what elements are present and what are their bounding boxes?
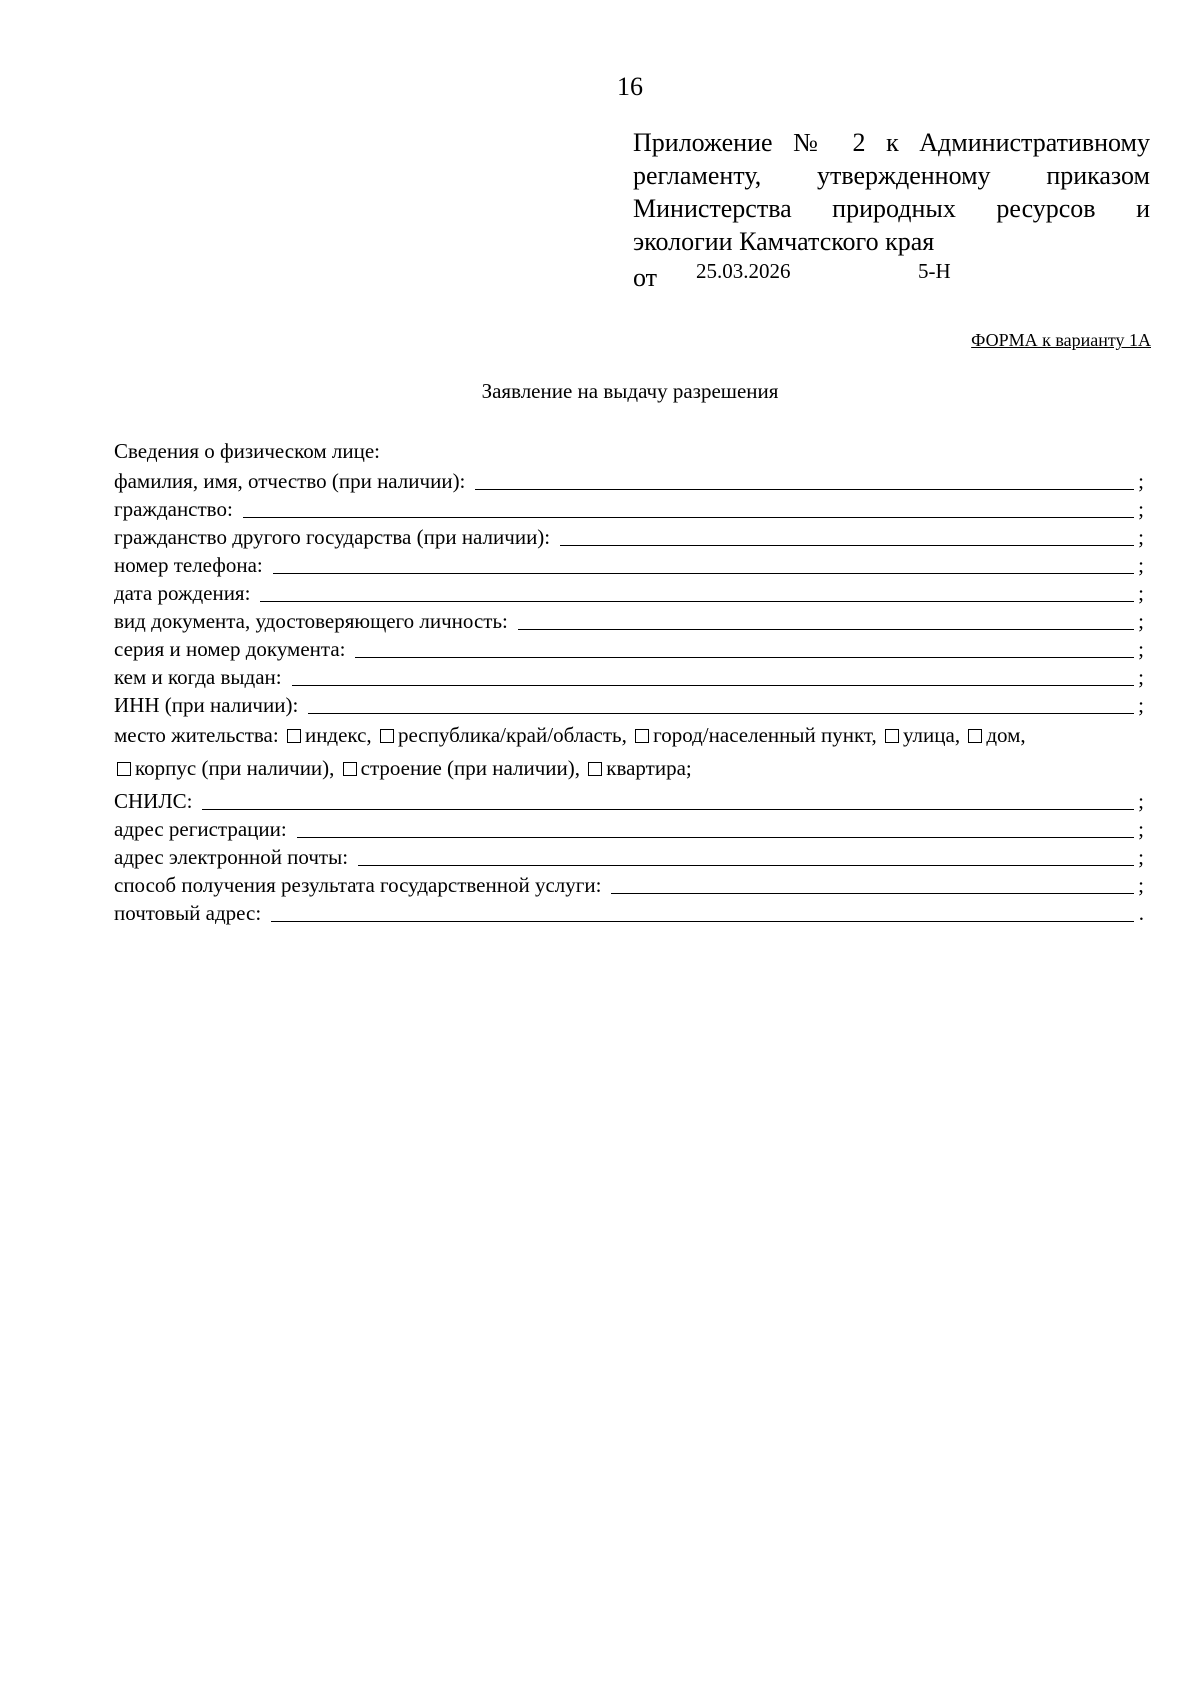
form-title: Заявление на выдачу разрешения xyxy=(481,379,779,403)
form-field-row xyxy=(114,521,1144,549)
fields-bottom xyxy=(114,785,1144,925)
field-input-line[interactable] xyxy=(297,817,1134,838)
option-label: индекс, xyxy=(304,723,372,747)
checkbox-icon[interactable] xyxy=(343,762,357,776)
field-input-line[interactable] xyxy=(358,845,1134,866)
field-label: дата рождения: xyxy=(114,581,251,605)
form-field-row xyxy=(114,633,1144,661)
field-input-line[interactable] xyxy=(202,789,1134,810)
field-input-line[interactable] xyxy=(271,901,1134,922)
residence-options xyxy=(114,719,1144,785)
field-input-line[interactable] xyxy=(243,497,1134,518)
appendix-note xyxy=(633,126,1150,258)
field-input-line[interactable] xyxy=(355,637,1134,658)
option-label: корпус (при наличии), xyxy=(135,756,335,780)
checkbox-icon[interactable] xyxy=(287,729,301,743)
order-number: 5-Н xyxy=(918,259,951,283)
field-label: гражданство: xyxy=(114,497,233,521)
field-terminator: ; xyxy=(1138,581,1144,605)
field-label: фамилия, имя, отчество (при наличии): xyxy=(114,469,466,493)
application-form xyxy=(114,437,1144,925)
field-terminator: ; xyxy=(1138,817,1144,841)
residence-label: место жительства: xyxy=(114,723,279,747)
option-label: дом, xyxy=(986,723,1026,747)
residence-option[interactable] xyxy=(340,756,580,780)
checkbox-icon[interactable] xyxy=(380,729,394,743)
form-field-row xyxy=(114,549,1144,577)
field-label: адрес электронной почты: xyxy=(114,845,349,869)
form-field-row xyxy=(114,465,1144,493)
field-label: почтовый адрес: xyxy=(114,901,262,925)
section-heading: Сведения о физическом лице: xyxy=(114,439,380,463)
residence-option[interactable] xyxy=(377,723,627,747)
field-input-line[interactable] xyxy=(273,553,1134,574)
field-input-line[interactable] xyxy=(518,609,1134,630)
appendix-line: Министерства природных ресурсов и xyxy=(633,194,1150,223)
order-date-row xyxy=(633,259,1150,293)
field-label: серия и номер документа: xyxy=(114,637,346,661)
field-input-line[interactable] xyxy=(611,873,1134,894)
field-label: СНИЛС: xyxy=(114,789,193,813)
field-terminator: ; xyxy=(1138,637,1144,661)
field-terminator: ; xyxy=(1138,665,1144,689)
option-label: город/населенный пункт, xyxy=(653,723,877,747)
form-field-row xyxy=(114,813,1144,841)
form-field-row xyxy=(114,577,1144,605)
option-label: квартира; xyxy=(606,756,692,780)
fields-top xyxy=(114,465,1144,717)
field-input-line[interactable] xyxy=(260,581,1134,602)
residence-option[interactable] xyxy=(585,756,691,780)
field-terminator: ; xyxy=(1138,873,1144,897)
form-field-row xyxy=(114,605,1144,633)
field-terminator: ; xyxy=(1138,789,1144,813)
form-field-row xyxy=(114,661,1144,689)
form-field-row xyxy=(114,493,1144,521)
residence-option[interactable] xyxy=(114,756,334,780)
checkbox-icon[interactable] xyxy=(117,762,131,776)
page-number: 16 xyxy=(617,72,643,101)
date-prefix: от xyxy=(633,263,658,292)
field-terminator: ; xyxy=(1138,693,1144,717)
field-label: ИНН (при наличии): xyxy=(114,693,299,717)
field-label: номер телефона: xyxy=(114,553,263,577)
option-label: улица, xyxy=(902,723,961,747)
field-terminator: ; xyxy=(1138,497,1144,521)
field-terminator: . xyxy=(1138,901,1144,925)
field-label: кем и когда выдан: xyxy=(114,665,282,689)
checkbox-icon[interactable] xyxy=(968,729,982,743)
form-field-row xyxy=(114,869,1144,897)
field-terminator: ; xyxy=(1138,609,1144,633)
field-label: вид документа, удостоверяющего личность: xyxy=(114,609,508,633)
form-field-row xyxy=(114,897,1144,925)
residence-option[interactable] xyxy=(965,723,1025,747)
form-field-row xyxy=(114,841,1144,869)
residence-option[interactable] xyxy=(882,723,960,747)
appendix-line: Приложение № 2 к Административному xyxy=(633,128,1150,157)
option-label: республика/край/область, xyxy=(397,723,627,747)
field-terminator: ; xyxy=(1138,525,1144,549)
field-label: гражданство другого государства (при наличии): xyxy=(114,525,551,549)
checkbox-icon[interactable] xyxy=(885,729,899,743)
form-field-row xyxy=(114,785,1144,813)
appendix-line: регламенту, утвержденному приказом xyxy=(633,161,1150,190)
checkbox-icon[interactable] xyxy=(588,762,602,776)
form-field-row xyxy=(114,689,1144,717)
field-label: адрес регистрации: xyxy=(114,817,287,841)
residence-option[interactable] xyxy=(632,723,877,747)
residence-option[interactable] xyxy=(284,723,372,747)
field-terminator: ; xyxy=(1138,553,1144,577)
field-label: способ получения результата государственной услуги: xyxy=(114,873,602,897)
field-input-line[interactable] xyxy=(292,665,1134,686)
checkbox-icon[interactable] xyxy=(635,729,649,743)
field-input-line[interactable] xyxy=(560,525,1134,546)
form-variant-label: ФОРМА к варианту 1А xyxy=(971,330,1151,350)
field-input-line[interactable] xyxy=(308,693,1134,714)
option-label: строение (при наличии), xyxy=(360,756,581,780)
field-terminator: ; xyxy=(1138,469,1144,493)
field-terminator: ; xyxy=(1138,845,1144,869)
appendix-line: экологии Камчатского края xyxy=(633,227,935,256)
field-input-line[interactable] xyxy=(475,469,1134,490)
order-date: 25.03.2026 xyxy=(696,259,791,283)
